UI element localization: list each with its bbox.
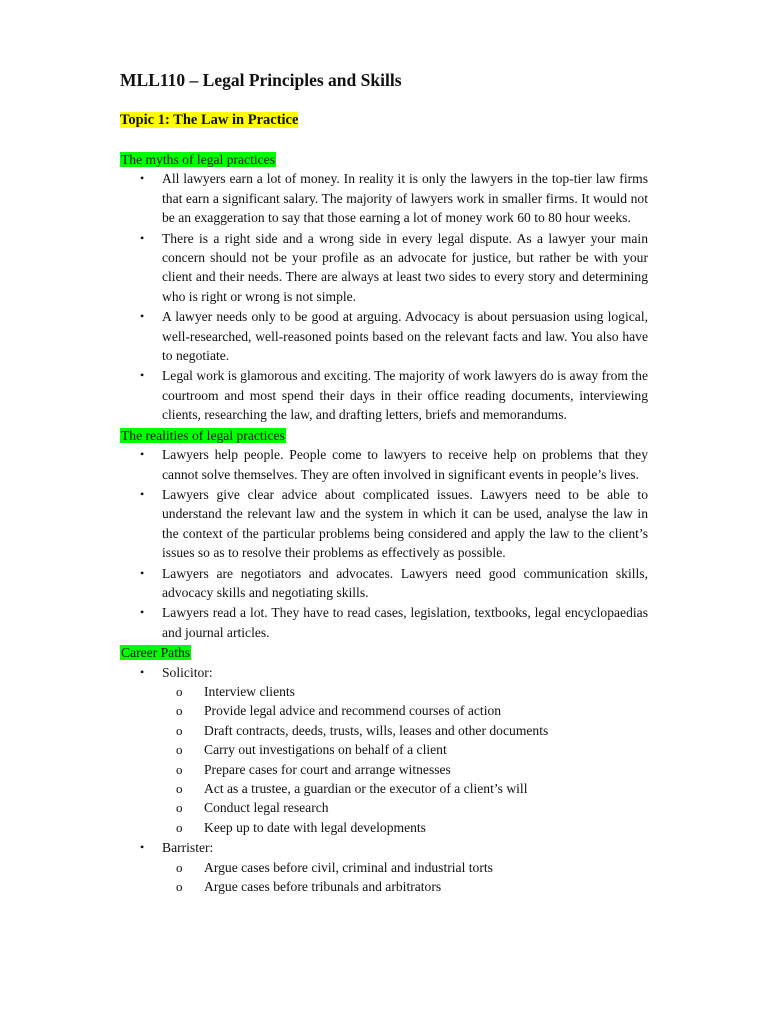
hollow-circle-icon: o [176,703,183,719]
list-item [140,366,648,424]
hollow-circle-icon: o [176,781,183,796]
bullet-icon: • [140,840,145,855]
sub-list-item-text: Argue cases before civil, criminal and industrial torts [204,859,493,875]
list-item-solicitor [140,663,648,838]
sub-list-item [176,701,648,720]
hollow-circle-icon: o [176,742,183,758]
topic-heading [120,111,298,130]
list-item [140,564,648,603]
sub-list-item-text: Act as a trustee, a guardian or the executor of a client’s will [204,781,528,796]
sub-list-item-text: Argue cases before tribunals and arbitrators [204,879,442,895]
sub-list-item [176,818,648,837]
hollow-circle-icon: o [176,761,183,777]
list-item [140,485,648,563]
sub-list-item [176,877,648,896]
bullet-icon: • [140,368,145,383]
section-heading-realities-text: The realities of legal practices [121,427,285,443]
list-item-barrister [140,838,648,896]
list-item-text: Barrister: [162,840,214,856]
document-body [120,150,648,897]
realities-list [120,445,648,642]
bullet-icon: • [140,447,145,462]
sub-list-item [176,779,648,798]
sub-list-item [176,721,648,740]
hollow-circle-icon: o [176,859,183,875]
section-heading-myths-text: The myths of legal practices [121,152,276,167]
bullet-icon: • [140,171,145,186]
list-item-text: Lawyers give clear advice about complicated issues. Lawyers need to be able to understand the relevant law and the system in which it can be used, analyse the law in the context of the particular problems being considered and apply the law to the client’s issues so as to resolve their problems as effectively as possible. [162,486,648,561]
hollow-circle-icon: o [176,683,183,699]
section-heading-realities [120,426,648,445]
list-item [140,229,648,307]
bullet-icon: • [140,309,145,324]
list-item [140,307,648,365]
bullet-icon: • [140,230,145,245]
sub-list-item [176,858,648,877]
list-item-text: Lawyers are negotiators and advocates. Lawyers need good communication skills, advocacy skills and negotiating skills. [162,565,648,600]
list-item-text: Legal work is glamorous and exciting. The majority of work lawyers do is away from the courtroom and most spend their days in their office reading documents, interviewing clients, researching the law, and drafting letters, briefs and memorandums. [162,368,648,423]
bullet-icon: • [140,605,145,620]
document-title: MLL110 – Legal Principles and Skills [120,70,402,90]
barrister-duties-list [162,858,648,897]
sub-list-item-text: Carry out investigations on behalf of a client [204,742,447,758]
list-item-text: All lawyers earn a lot of money. In reality it is only the lawyers in the top-tier law firms that earn a significant salary. The majority of lawyers work in smaller firms. It would not be an exaggeration to say that those earning a lot of money work 60 to 80 hour weeks. [162,171,648,226]
bullet-icon: • [140,565,145,580]
section-heading-career-paths-text: Career Paths [121,645,191,661]
list-item-text: Lawyers help people. People come to lawyers to receive help on problems that they cannot solve themselves. They are often involved in significant events in people’s lives. [162,447,648,482]
list-item-text: There is a right side and a wrong side in every legal dispute. As a lawyer your main concern should not be your profile as an advocate for justice, but rather be with your client and their needs. There are always at least two sides to every story and determining who is right or wrong is not simple. [162,230,648,304]
section-heading-career-paths [120,643,648,662]
sub-list-item [176,798,648,817]
list-item [140,169,648,227]
solicitor-duties-list [162,682,648,837]
hollow-circle-icon: o [176,722,183,738]
sub-list-item-text: Interview clients [204,683,295,699]
sub-list-item [176,740,648,759]
hollow-circle-icon: o [176,800,183,816]
list-item-text: Solicitor: [162,664,213,680]
sub-list-item-text: Prepare cases for court and arrange witnesses [204,761,451,777]
sub-list-item-text: Draft contracts, deeds, trusts, wills, leases and other documents [204,722,549,738]
myths-list [120,169,648,424]
hollow-circle-icon: o [176,879,183,895]
sub-list-item-text: Provide legal advice and recommend courses of action [204,703,502,719]
bullet-icon: • [140,486,145,501]
list-item [140,445,648,484]
bullet-icon: • [140,664,145,679]
hollow-circle-icon: o [176,819,183,835]
sub-list-item-text: Keep up to date with legal developments [204,819,426,835]
list-item-text: Lawyers read a lot. They have to read cases, legislation, textbooks, legal encyclopaedias and journal articles. [162,605,648,640]
section-heading-myths [120,150,648,169]
sub-list-item [176,682,648,701]
topic-heading-text: Topic 1: The Law in Practice [120,112,299,128]
list-item-text: A lawyer needs only to be good at arguing. Advocacy is about persuasion using logical, well-researched, well-reasoned points based on the relevant facts and law. You also have to negotiate. [162,309,648,364]
sub-list-item-text: Conduct legal research [204,800,329,816]
sub-list-item [176,760,648,779]
list-item [140,603,648,642]
career-paths-list [120,663,648,897]
